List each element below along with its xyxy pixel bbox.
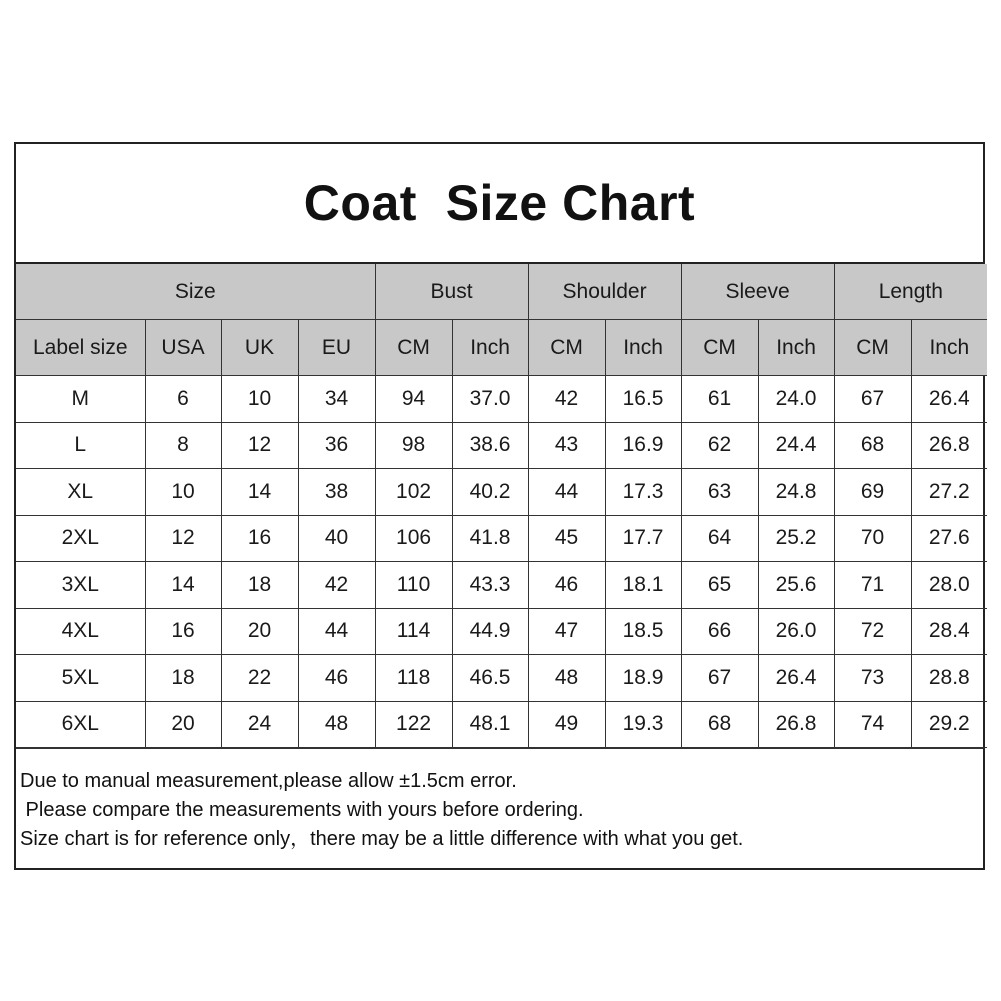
table-cell: 49 bbox=[528, 701, 605, 748]
table-cell: M bbox=[16, 376, 145, 423]
table-cell: 44.9 bbox=[452, 608, 528, 655]
table-cell: 24.0 bbox=[758, 376, 834, 423]
table-cell: 70 bbox=[834, 515, 911, 562]
table-cell: 10 bbox=[145, 469, 221, 516]
table-cell: 74 bbox=[834, 701, 911, 748]
table-cell: 26.4 bbox=[758, 655, 834, 702]
group-header-shoulder: Shoulder bbox=[528, 264, 681, 320]
table-row bbox=[16, 701, 987, 748]
table-cell: 19.3 bbox=[605, 701, 681, 748]
table-cell: 46 bbox=[298, 655, 375, 702]
table-cell: 41.8 bbox=[452, 515, 528, 562]
table-cell: 3XL bbox=[16, 562, 145, 609]
table-cell: 26.4 bbox=[911, 376, 987, 423]
table-cell: 26.8 bbox=[911, 422, 987, 469]
table-cell: 118 bbox=[375, 655, 452, 702]
table-cell: 45 bbox=[528, 515, 605, 562]
table-cell: 6XL bbox=[16, 701, 145, 748]
table-cell: 27.6 bbox=[911, 515, 987, 562]
table-cell: 2XL bbox=[16, 515, 145, 562]
sub-header-label-size: Label size bbox=[16, 320, 145, 376]
table-cell: 66 bbox=[681, 608, 758, 655]
table-cell: 20 bbox=[221, 608, 298, 655]
table-cell: 48 bbox=[528, 655, 605, 702]
table-cell: 6 bbox=[145, 376, 221, 423]
table-cell: 44 bbox=[298, 608, 375, 655]
table-cell: 67 bbox=[681, 655, 758, 702]
table-cell: 69 bbox=[834, 469, 911, 516]
table-cell: 110 bbox=[375, 562, 452, 609]
sub-header-usa: USA bbox=[145, 320, 221, 376]
note-reference-only: Size chart is for reference only，there may be a little difference with what you get. bbox=[20, 828, 744, 850]
sub-header-uk: UK bbox=[221, 320, 298, 376]
group-header-size: Size bbox=[16, 264, 375, 320]
table-cell: 106 bbox=[375, 515, 452, 562]
table-cell: 42 bbox=[528, 376, 605, 423]
table-cell: L bbox=[16, 422, 145, 469]
table-cell: 14 bbox=[221, 469, 298, 516]
table-row bbox=[16, 376, 987, 423]
table-cell: 18.9 bbox=[605, 655, 681, 702]
table-cell: 94 bbox=[375, 376, 452, 423]
table-cell: 16 bbox=[221, 515, 298, 562]
table-cell: 38 bbox=[298, 469, 375, 516]
table-cell: 47 bbox=[528, 608, 605, 655]
table-cell: 18 bbox=[221, 562, 298, 609]
group-header-sleeve: Sleeve bbox=[681, 264, 834, 320]
table-cell: 67 bbox=[834, 376, 911, 423]
table-cell: 98 bbox=[375, 422, 452, 469]
size-chart bbox=[14, 142, 985, 870]
table-cell: 37.0 bbox=[452, 376, 528, 423]
size-rows bbox=[16, 376, 987, 748]
table-cell: 122 bbox=[375, 701, 452, 748]
table-cell: 14 bbox=[145, 562, 221, 609]
table-cell: 24.4 bbox=[758, 422, 834, 469]
group-header-bust: Bust bbox=[375, 264, 528, 320]
table-cell: 28.0 bbox=[911, 562, 987, 609]
table-cell: 16.5 bbox=[605, 376, 681, 423]
table-cell: 18.5 bbox=[605, 608, 681, 655]
table-cell: 24 bbox=[221, 701, 298, 748]
sub-header-shoulder-cm: CM bbox=[528, 320, 605, 376]
table-cell: 18 bbox=[145, 655, 221, 702]
table-cell: 40.2 bbox=[452, 469, 528, 516]
note-measurement-error: Due to manual measurement,please allow ±1.5cm error. bbox=[20, 770, 517, 792]
sub-header-sleeve-cm: CM bbox=[681, 320, 758, 376]
table-cell: 46 bbox=[528, 562, 605, 609]
table-cell: 16.9 bbox=[605, 422, 681, 469]
notes bbox=[16, 748, 983, 868]
table-cell: 25.6 bbox=[758, 562, 834, 609]
table-cell: 73 bbox=[834, 655, 911, 702]
table-cell: 46.5 bbox=[452, 655, 528, 702]
table-cell: 18.1 bbox=[605, 562, 681, 609]
sub-header-length-cm: CM bbox=[834, 320, 911, 376]
sub-header-eu: EU bbox=[298, 320, 375, 376]
table-cell: 62 bbox=[681, 422, 758, 469]
table-cell: 72 bbox=[834, 608, 911, 655]
title-row bbox=[16, 144, 983, 264]
sub-header-bust-inch: Inch bbox=[452, 320, 528, 376]
table-row bbox=[16, 422, 987, 469]
table-cell: 71 bbox=[834, 562, 911, 609]
table-cell: 17.7 bbox=[605, 515, 681, 562]
table-cell: 36 bbox=[298, 422, 375, 469]
table-row bbox=[16, 562, 987, 609]
table-cell: 102 bbox=[375, 469, 452, 516]
table-row bbox=[16, 608, 987, 655]
table-cell: 29.2 bbox=[911, 701, 987, 748]
table-cell: 16 bbox=[145, 608, 221, 655]
table-cell: 48 bbox=[298, 701, 375, 748]
table-cell: 26.8 bbox=[758, 701, 834, 748]
chart-title: Coat Size Chart bbox=[303, 175, 696, 231]
table-cell: 22 bbox=[221, 655, 298, 702]
table-cell: 42 bbox=[298, 562, 375, 609]
sub-header-row bbox=[16, 320, 987, 376]
table-cell: 25.2 bbox=[758, 515, 834, 562]
note-compare-measurements: Please compare the measurements with yours before ordering. bbox=[20, 799, 584, 821]
sub-header-length-inch: Inch bbox=[911, 320, 987, 376]
table-cell: XL bbox=[16, 469, 145, 516]
table-cell: 44 bbox=[528, 469, 605, 516]
sub-header-shoulder-inch: Inch bbox=[605, 320, 681, 376]
table-cell: 28.8 bbox=[911, 655, 987, 702]
table-cell: 61 bbox=[681, 376, 758, 423]
group-header-length: Length bbox=[834, 264, 987, 320]
table-cell: 43.3 bbox=[452, 562, 528, 609]
table-cell: 4XL bbox=[16, 608, 145, 655]
table-cell: 28.4 bbox=[911, 608, 987, 655]
table-cell: 10 bbox=[221, 376, 298, 423]
table-cell: 48.1 bbox=[452, 701, 528, 748]
size-table bbox=[16, 264, 987, 748]
table-cell: 68 bbox=[834, 422, 911, 469]
table-cell: 63 bbox=[681, 469, 758, 516]
table-cell: 5XL bbox=[16, 655, 145, 702]
group-header-row bbox=[16, 264, 987, 320]
table-cell: 12 bbox=[145, 515, 221, 562]
table-cell: 24.8 bbox=[758, 469, 834, 516]
table-cell: 8 bbox=[145, 422, 221, 469]
table-cell: 114 bbox=[375, 608, 452, 655]
table-cell: 12 bbox=[221, 422, 298, 469]
table-cell: 64 bbox=[681, 515, 758, 562]
table-cell: 38.6 bbox=[452, 422, 528, 469]
table-cell: 34 bbox=[298, 376, 375, 423]
table-cell: 68 bbox=[681, 701, 758, 748]
sub-header-bust-cm: CM bbox=[375, 320, 452, 376]
table-cell: 20 bbox=[145, 701, 221, 748]
table-row bbox=[16, 469, 987, 516]
table-cell: 27.2 bbox=[911, 469, 987, 516]
table-cell: 26.0 bbox=[758, 608, 834, 655]
sub-header-sleeve-inch: Inch bbox=[758, 320, 834, 376]
table-cell: 40 bbox=[298, 515, 375, 562]
table-cell: 17.3 bbox=[605, 469, 681, 516]
table-cell: 43 bbox=[528, 422, 605, 469]
table-cell: 65 bbox=[681, 562, 758, 609]
table-row bbox=[16, 655, 987, 702]
table-row bbox=[16, 515, 987, 562]
